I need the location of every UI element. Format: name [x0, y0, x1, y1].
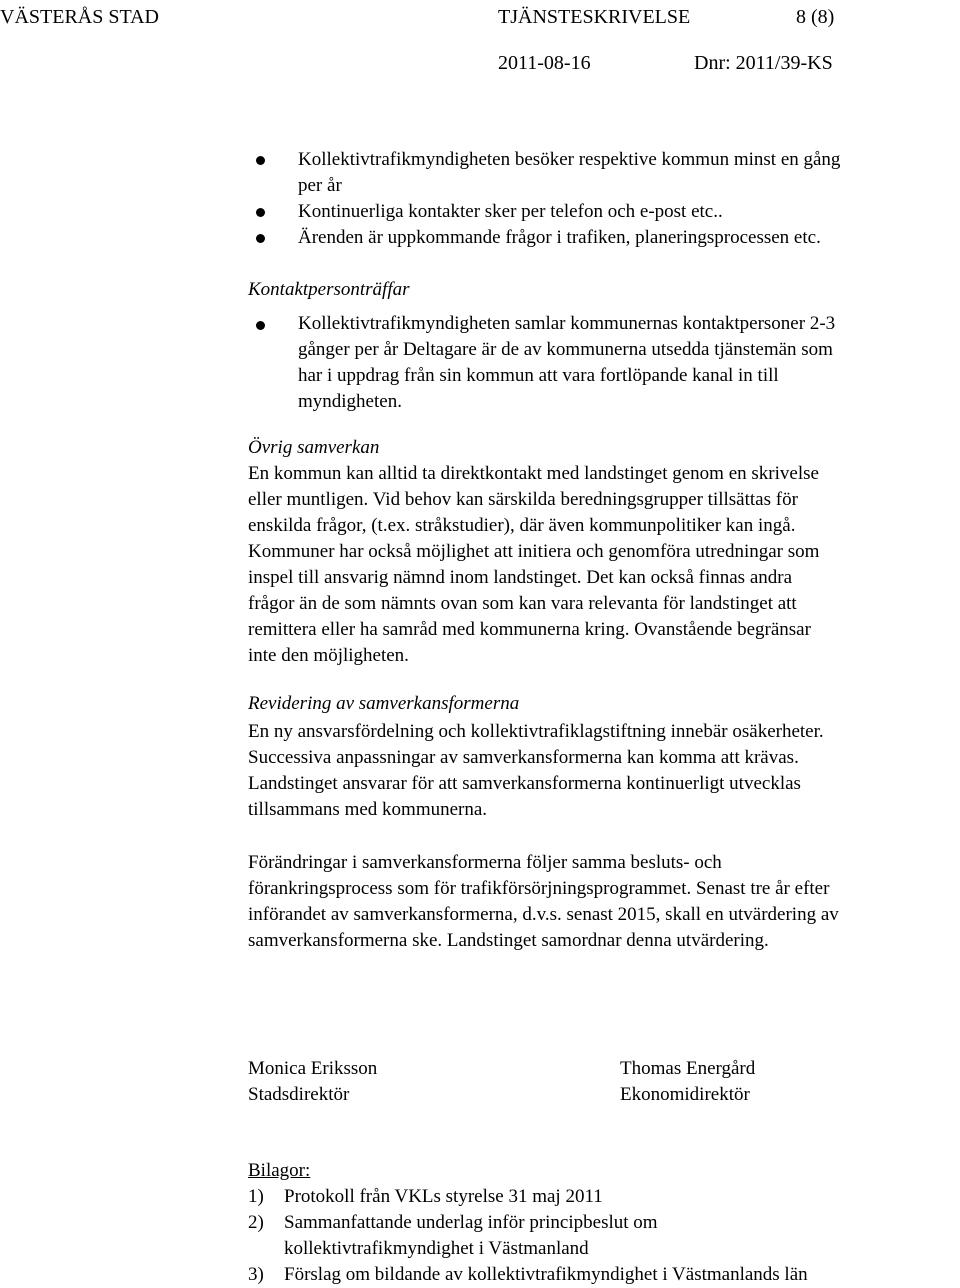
attachment-number: 2): [248, 1212, 264, 1233]
paragraph-line: införandet av samverkansformerna, d.v.s. senast 2015, skall en utvärdering av: [248, 904, 839, 925]
paragraph-line: Landstinget ansvarar för att samverkansformerna kontinuerligt utvecklas: [248, 773, 801, 794]
attachment-item: Sammanfattande underlag inför principbeslut om: [284, 1212, 658, 1233]
section-heading-revision: Revidering av samverkansformerna: [248, 693, 520, 714]
attachment-item: Protokoll från VKLs styrelse 31 maj 2011: [284, 1186, 603, 1207]
paragraph-line: Förändringar i samverkansformerna följer samma besluts- och: [248, 852, 722, 873]
paragraph-line: Successiva anpassningar av samverkansformerna kan komma att krävas.: [248, 747, 799, 768]
document-type: TJÄNSTESKRIVELSE: [498, 6, 691, 28]
attachments-heading: Bilagor:: [248, 1160, 311, 1181]
paragraph-line: Kommuner har också möjlighet att initiera och genomföra utredningar som: [248, 541, 820, 562]
signatory-title: Ekonomidirektör: [620, 1084, 750, 1105]
paragraph-line: har i uppdrag från sin kommun att vara fortlöpande kanal in till: [298, 365, 779, 386]
paragraph-line: inte den möjligheten.: [248, 645, 409, 666]
bullet-icon: [256, 156, 265, 165]
bullet-icon: [256, 234, 265, 243]
paragraph-line: gånger per år Deltagare är de av kommunerna utsedda tjänstemän som: [298, 339, 833, 360]
bullet-icon: [256, 321, 265, 330]
paragraph-line: enskilda frågor, (t.ex. stråkstudier), där även kommunpolitiker kan ingå.: [248, 515, 796, 536]
signatory-name: Monica Eriksson: [248, 1058, 378, 1079]
paragraph-line: remittera eller ha samråd med kommunerna kring. Ovanstående begränsar: [248, 619, 811, 640]
paragraph-line: myndigheten.: [298, 391, 402, 412]
section-heading-contact-meetings: Kontaktpersonträffar: [248, 279, 410, 300]
attachment-item-continuation: kollektivtrafikmyndighet i Västmanland: [284, 1238, 589, 1259]
paragraph-line: tillsammans med kommunerna.: [248, 799, 488, 820]
paragraph-line: En ny ansvarsfördelning och kollektivtrafiklagstiftning innebär osäkerheter.: [248, 721, 824, 742]
bullet-icon: [256, 208, 265, 217]
signatory-name: Thomas Energård: [620, 1058, 756, 1079]
document-date: 2011-08-16: [498, 52, 591, 74]
signatory-title: Stadsdirektör: [248, 1084, 350, 1105]
paragraph-line: En kommun kan alltid ta direktkontakt med landstinget genom en skrivelse: [248, 463, 819, 484]
paragraph-line: frågor än de som nämnts ovan som kan vara relevanta för landstinget att: [248, 593, 797, 614]
section-heading-other-cooperation: Övrig samverkan: [248, 437, 380, 458]
paragraph-line: eller muntligen. Vid behov kan särskilda beredningsgrupper tillsättas för: [248, 489, 798, 510]
list-item: Ärenden är uppkommande frågor i trafiken, planeringsprocessen etc.: [298, 227, 821, 248]
page-number: 8 (8): [796, 6, 835, 28]
paragraph-line: samverkansformerna ske. Landstinget samordnar denna utvärdering.: [248, 930, 769, 951]
org-name: VÄSTERÅS STAD: [0, 6, 159, 28]
paragraph-line: inspel till ansvarig nämnd inom landstinget. Det kan också finnas andra: [248, 567, 793, 588]
attachment-number: 3): [248, 1264, 264, 1285]
diary-number: Dnr: 2011/39-KS: [694, 52, 833, 74]
attachment-item: Förslag om bildande av kollektivtrafikmyndighet i Västmanlands län: [284, 1264, 808, 1285]
paragraph-line: Kollektivtrafikmyndigheten samlar kommunernas kontaktpersoner 2-3: [298, 313, 836, 334]
attachment-number: 1): [248, 1186, 264, 1207]
list-item-continuation: per år: [298, 175, 342, 196]
list-item: Kollektivtrafikmyndigheten besöker respektive kommun minst en gång: [298, 149, 841, 170]
paragraph-line: förankringsprocess som för trafikförsörjningsprogrammet. Senast tre år efter: [248, 878, 830, 899]
list-item: Kontinuerliga kontakter sker per telefon och e-post etc..: [298, 201, 723, 222]
